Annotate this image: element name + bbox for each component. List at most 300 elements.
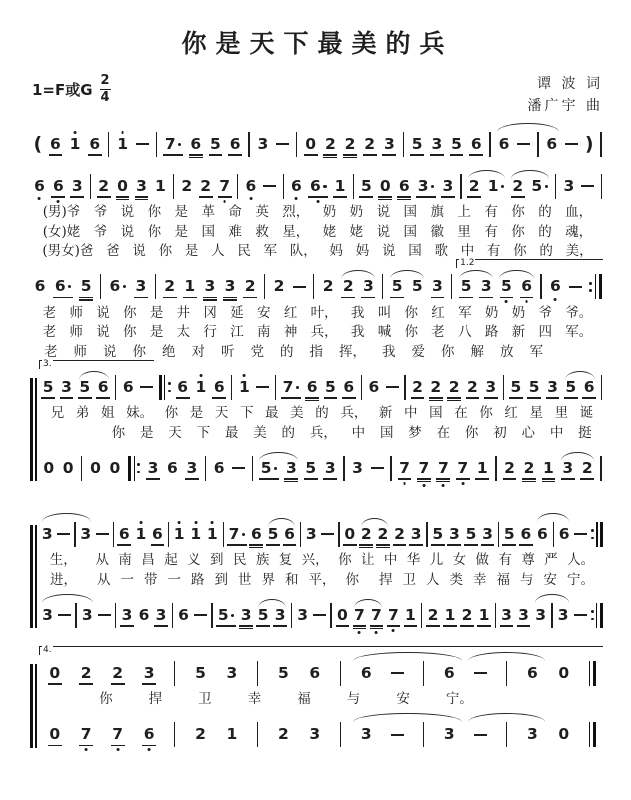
note-cell (368, 605, 385, 624)
note: 7 (370, 608, 383, 624)
underline-eighth (239, 625, 253, 626)
note-cell (187, 524, 204, 543)
note: 2 (277, 725, 289, 744)
note-cell (441, 605, 458, 624)
note-cell (165, 661, 185, 686)
note-cell (447, 274, 456, 299)
lyric-syllable: 军 (529, 343, 543, 360)
note: 5 (209, 137, 222, 153)
note-cell (196, 176, 215, 195)
note-cell (434, 663, 465, 682)
note-cell (507, 377, 525, 396)
note-cell (572, 533, 589, 535)
note: 6 (443, 663, 455, 682)
note-cell (556, 524, 573, 543)
note: 2 (322, 277, 334, 296)
barline (537, 132, 538, 157)
note-cell (341, 524, 358, 543)
underline-eighth (41, 397, 55, 398)
note-cell (238, 605, 255, 624)
dash-note (58, 614, 71, 616)
note: 2 (324, 137, 337, 153)
tie-group (534, 522, 572, 547)
lyric-syllable: 安 (257, 304, 271, 321)
lyric-syllable: 捍 (148, 691, 163, 708)
barline (489, 132, 490, 157)
lyric-syllable: 做 (475, 552, 490, 569)
note: 7 (80, 727, 93, 743)
note-cell (39, 524, 56, 543)
note-cell (133, 727, 164, 743)
note-cell (56, 614, 73, 616)
note-cell (30, 176, 49, 195)
note: 6 (368, 377, 380, 396)
note: 3 (431, 279, 444, 295)
note-cell (299, 727, 330, 743)
octave-dot-below (249, 197, 252, 200)
underline-eighth (522, 478, 536, 479)
underline-eighth (120, 625, 134, 626)
note: 6 (176, 380, 189, 396)
note: 2 (523, 461, 536, 477)
tie-group (265, 524, 298, 543)
underline-eighth (117, 544, 131, 545)
tie-group (76, 377, 113, 396)
lyric-syllable: 的 (280, 343, 294, 360)
lyric-syllable (563, 692, 599, 708)
note-cell (76, 279, 96, 295)
lyric-syllable: 人 (211, 243, 225, 260)
lyric-syllable: 兄 (50, 405, 65, 422)
underline-eighth (216, 625, 236, 626)
note-cell (125, 456, 144, 481)
note-cell (539, 458, 558, 477)
final-barline (589, 722, 596, 747)
note-cell (209, 458, 228, 477)
tie-group (256, 458, 301, 477)
octave-dot-below (403, 482, 406, 485)
lyric-syllable: 国 (379, 424, 394, 441)
dash-note (232, 467, 245, 469)
octave-dot-below (505, 300, 508, 303)
underline-eighth (273, 625, 287, 626)
underline-sixteenth (542, 481, 556, 482)
underline-eighth (212, 397, 226, 398)
lyric-syllable: 井 (176, 304, 191, 321)
underline-eighth (517, 625, 531, 626)
note: 3 (41, 524, 53, 543)
note: 7 (282, 380, 301, 396)
tie-group (562, 377, 599, 396)
lyric-syllable: 梦 (408, 424, 422, 441)
augmentation-dot (123, 285, 126, 288)
barline (275, 375, 276, 400)
note: 3 (410, 527, 423, 543)
lyric-syllable: 解 (470, 343, 484, 360)
note: 1 (404, 608, 417, 624)
tie-group (350, 722, 465, 747)
note: 6 (54, 279, 73, 295)
lyric-syllable: 国 (201, 223, 215, 240)
note-cell (160, 134, 185, 153)
note: 3 (71, 179, 84, 195)
underline-eighth (397, 196, 411, 197)
lyric-syllable: 义 (187, 552, 201, 569)
lyric-syllable: 下 (239, 405, 254, 422)
dot (591, 537, 594, 540)
lyric-syllable (491, 692, 527, 708)
note-cell (70, 727, 101, 743)
note: 5 (411, 277, 423, 296)
note: 5 (195, 663, 206, 682)
underline-eighth (151, 544, 165, 545)
augmentation-dot (323, 185, 326, 188)
lyric-syllable: 儿 (429, 552, 444, 569)
lyric-syllable: 放 (500, 343, 514, 360)
lyric-syllable: 是 (189, 405, 204, 422)
barline (115, 375, 116, 400)
note: 6 (138, 605, 150, 624)
dash-note (581, 185, 594, 187)
underline-eighth (450, 154, 464, 155)
note-cell (558, 458, 577, 477)
barline (296, 132, 297, 157)
tie-group (351, 605, 385, 624)
note-cell (280, 174, 287, 199)
tie-group (350, 661, 465, 686)
lyric-syllable: 和 (285, 571, 299, 588)
note: 5 (260, 461, 279, 477)
lyric-syllable: 南 (118, 552, 132, 569)
underline-eighth (183, 297, 197, 298)
lyric-syllable: 你 (511, 204, 525, 221)
note: 1 (226, 725, 238, 744)
volta-group (39, 644, 605, 686)
note: 5 (528, 380, 541, 396)
lyric-syllable: 是 (174, 204, 189, 221)
lyric-syllable: 我 (350, 304, 365, 321)
note-cell (494, 134, 514, 153)
lyric-syllable: 有 (484, 223, 498, 240)
underline-eighth (223, 297, 237, 298)
underline-eighth (447, 544, 461, 545)
note: 6 (52, 179, 65, 195)
lyrics-row (39, 692, 605, 708)
note-cell (424, 605, 441, 624)
note-cell (496, 279, 516, 295)
note-cell (365, 377, 383, 396)
note-cell (204, 524, 221, 543)
system (30, 519, 605, 630)
note: 3 (224, 279, 237, 295)
lyric-syllable: 中 (549, 424, 564, 441)
barline (223, 522, 224, 547)
underline-sixteenth (189, 157, 203, 158)
note-cell (402, 375, 409, 400)
note-cell (113, 176, 132, 195)
underline-eighth (135, 196, 149, 197)
underline-eighth (447, 397, 461, 398)
barline (600, 456, 601, 481)
note: 0 (109, 458, 121, 477)
lyric-syllable: 到 (214, 571, 228, 588)
lyric-syllable: 军。 (565, 324, 593, 341)
lyric-syllable: 你 (164, 405, 179, 422)
lyric-syllable: 国 (403, 223, 418, 240)
note: 3 (417, 179, 436, 195)
underline-eighth (343, 544, 357, 545)
score (30, 129, 605, 750)
barline (252, 456, 253, 481)
octave-dot-above (139, 521, 142, 524)
lyric-syllable: 你 (338, 552, 352, 569)
note: 3 (226, 663, 238, 682)
note-cell (282, 458, 301, 477)
note-cell (331, 722, 351, 747)
note: 2 (195, 725, 206, 744)
note: 3 (441, 179, 454, 195)
lyric-syllable: 冈 (203, 304, 217, 321)
system (30, 171, 605, 260)
note-cell (177, 176, 196, 195)
lyric-syllable: 喊 (377, 324, 392, 341)
dash-note (474, 672, 487, 674)
note: 3 (546, 380, 559, 396)
note-cell (515, 605, 532, 624)
lyric-syllable: 挺 (578, 424, 592, 441)
lyricist-credit: 谭 波 词 (537, 76, 603, 92)
dash-note (98, 614, 111, 616)
lyric-syllable: 天 (214, 405, 229, 422)
underline-eighth (376, 544, 390, 545)
note: 6 (143, 727, 156, 743)
barline (423, 722, 424, 747)
note: 3 (135, 179, 148, 195)
underline-eighth (436, 478, 450, 479)
volta-group (39, 358, 156, 400)
note-cell (173, 377, 191, 396)
underline-sixteenth (397, 199, 411, 200)
barline (173, 174, 174, 199)
note: 0 (48, 666, 61, 682)
lyric-syllable: 到 (210, 552, 224, 569)
lyric-syllable: 你 (464, 424, 479, 441)
note-cell (534, 524, 551, 543)
lyric-syllable: 是 (184, 243, 199, 260)
music-line (39, 600, 605, 630)
time-signature-beats: 2 (100, 73, 110, 88)
lyric-syllable: 昌 (141, 552, 155, 569)
lyric-syllable: 挥， (339, 343, 366, 360)
lyric-syllable: 安 (543, 571, 557, 588)
underline-eighth (176, 397, 190, 398)
lyric-syllable: 进， (50, 571, 77, 588)
note: 2 (448, 380, 461, 396)
note-cell (225, 134, 245, 153)
note: 3 (535, 605, 546, 624)
lyric-syllable: 从 (97, 571, 111, 588)
underline-sixteenth (447, 400, 461, 401)
paren: ( (33, 133, 43, 156)
music-line (39, 644, 605, 688)
barline (172, 603, 173, 628)
note-cell (321, 377, 339, 396)
note: 6 (229, 137, 242, 153)
note-cell (514, 143, 534, 145)
lyric-syllable: 是 (174, 223, 189, 240)
note: 3 (204, 279, 217, 295)
volta-group (456, 258, 605, 299)
barline (174, 722, 175, 747)
barline (257, 661, 258, 686)
underline-eighth (53, 297, 73, 298)
note-cell (272, 605, 289, 624)
dash-note (256, 386, 269, 388)
note-cell (131, 279, 151, 295)
underline-eighth (466, 397, 480, 398)
note-cell (387, 279, 407, 295)
note-cell (153, 605, 170, 624)
octave-dot-below (57, 200, 60, 203)
lyric-syllable: 美， (565, 243, 593, 260)
barline (330, 603, 331, 628)
bar-thick (159, 375, 162, 400)
music-line (39, 720, 605, 750)
note-cell (589, 603, 605, 628)
underline-eighth (500, 625, 514, 626)
underline-eighth (456, 478, 470, 479)
note: 1 (134, 527, 147, 543)
note-cell (476, 279, 496, 295)
note-cell (537, 274, 546, 299)
barline (423, 661, 424, 686)
note: 6 (520, 279, 533, 295)
barline (338, 522, 339, 547)
dot (168, 382, 171, 385)
note: 3 (134, 279, 147, 295)
note: 0 (62, 458, 74, 477)
note: 0 (343, 527, 356, 543)
underline-eighth (542, 478, 556, 479)
note: 5 (304, 461, 317, 477)
underline-eighth (336, 625, 350, 626)
note-cell (303, 377, 321, 396)
underline-sixteenth (239, 628, 253, 629)
lyric-syllable: 与 (346, 691, 361, 708)
lyric-syllable (364, 573, 374, 589)
key-signature (32, 74, 111, 104)
note-cell (414, 661, 434, 686)
note-cell (438, 176, 457, 195)
lyric-syllable: 我 (350, 324, 365, 341)
note: 6 (34, 277, 46, 296)
lyric-syllable: 命 (228, 204, 242, 221)
dash-note (276, 143, 289, 145)
underline-eighth (580, 478, 594, 479)
lyric-syllable: 老 (42, 304, 57, 321)
note-cell (479, 524, 496, 543)
lyric-syllable: 在 (436, 424, 451, 441)
note-cell (465, 672, 497, 674)
underline-eighth (60, 397, 74, 398)
lyric-syllable: 你 (132, 343, 146, 360)
barline (313, 274, 314, 299)
note-cell (486, 132, 494, 157)
augmentation-dot (501, 185, 504, 188)
underline-sixteenth (370, 628, 384, 629)
note-cell (132, 176, 151, 195)
note: 7 (437, 461, 450, 477)
note: 2 (273, 277, 285, 296)
note-cell (39, 605, 56, 624)
note-cell (598, 375, 605, 400)
note: 5 (267, 527, 280, 543)
lyric-syllable: 一 (120, 571, 134, 588)
note: 6 (526, 663, 538, 682)
lyric-syllable: 南 (257, 324, 271, 341)
underline-sixteenth (436, 481, 450, 482)
lyric-syllable: 师 (69, 324, 83, 341)
note-cell (350, 663, 381, 682)
note-cell (268, 727, 299, 743)
note: 6 (583, 380, 596, 396)
note: 3 (257, 134, 269, 153)
note-cell (85, 134, 105, 153)
underline-eighth (304, 154, 318, 155)
note: 3 (448, 527, 461, 543)
underline-sixteenth (343, 157, 357, 158)
note-cell (367, 467, 387, 469)
lyric-syllable: 一 (167, 571, 181, 588)
barline (113, 522, 114, 547)
barline (90, 174, 91, 199)
music-line (30, 258, 605, 302)
note-cell (395, 458, 414, 477)
lyric-syllable: 的 (538, 204, 552, 221)
underline-eighth (203, 297, 217, 298)
barline (74, 522, 75, 547)
lyrics-row (39, 573, 605, 589)
note-cell (434, 727, 465, 743)
note: 6 (167, 458, 178, 477)
underline-eighth (429, 397, 443, 398)
dash-note (391, 672, 404, 674)
note-cell (565, 286, 585, 288)
note-cell (151, 176, 170, 195)
underline-eighth (78, 397, 92, 398)
lyric-syllable: 难 (228, 223, 242, 240)
note: 3 (121, 608, 134, 624)
note: 3 (443, 725, 455, 744)
note-cell (578, 458, 597, 477)
lyric-syllable: 生， (49, 552, 77, 569)
note: 3 (42, 605, 53, 624)
underline-eighth (343, 154, 357, 155)
lyric-syllable: 让 (360, 552, 375, 569)
note: 7 (228, 527, 247, 543)
lyric-syllable: 军 (458, 304, 472, 321)
lyric-syllable: 说 (376, 223, 391, 240)
note-cell (133, 663, 164, 682)
underline-eighth (324, 397, 338, 398)
lyric-syllable: 神 (283, 324, 298, 341)
note-cell (245, 132, 253, 157)
note: 6 (178, 605, 189, 624)
underline-eighth (228, 154, 242, 155)
barline (506, 661, 507, 686)
note-cell (402, 605, 419, 624)
note-cell (517, 663, 548, 682)
